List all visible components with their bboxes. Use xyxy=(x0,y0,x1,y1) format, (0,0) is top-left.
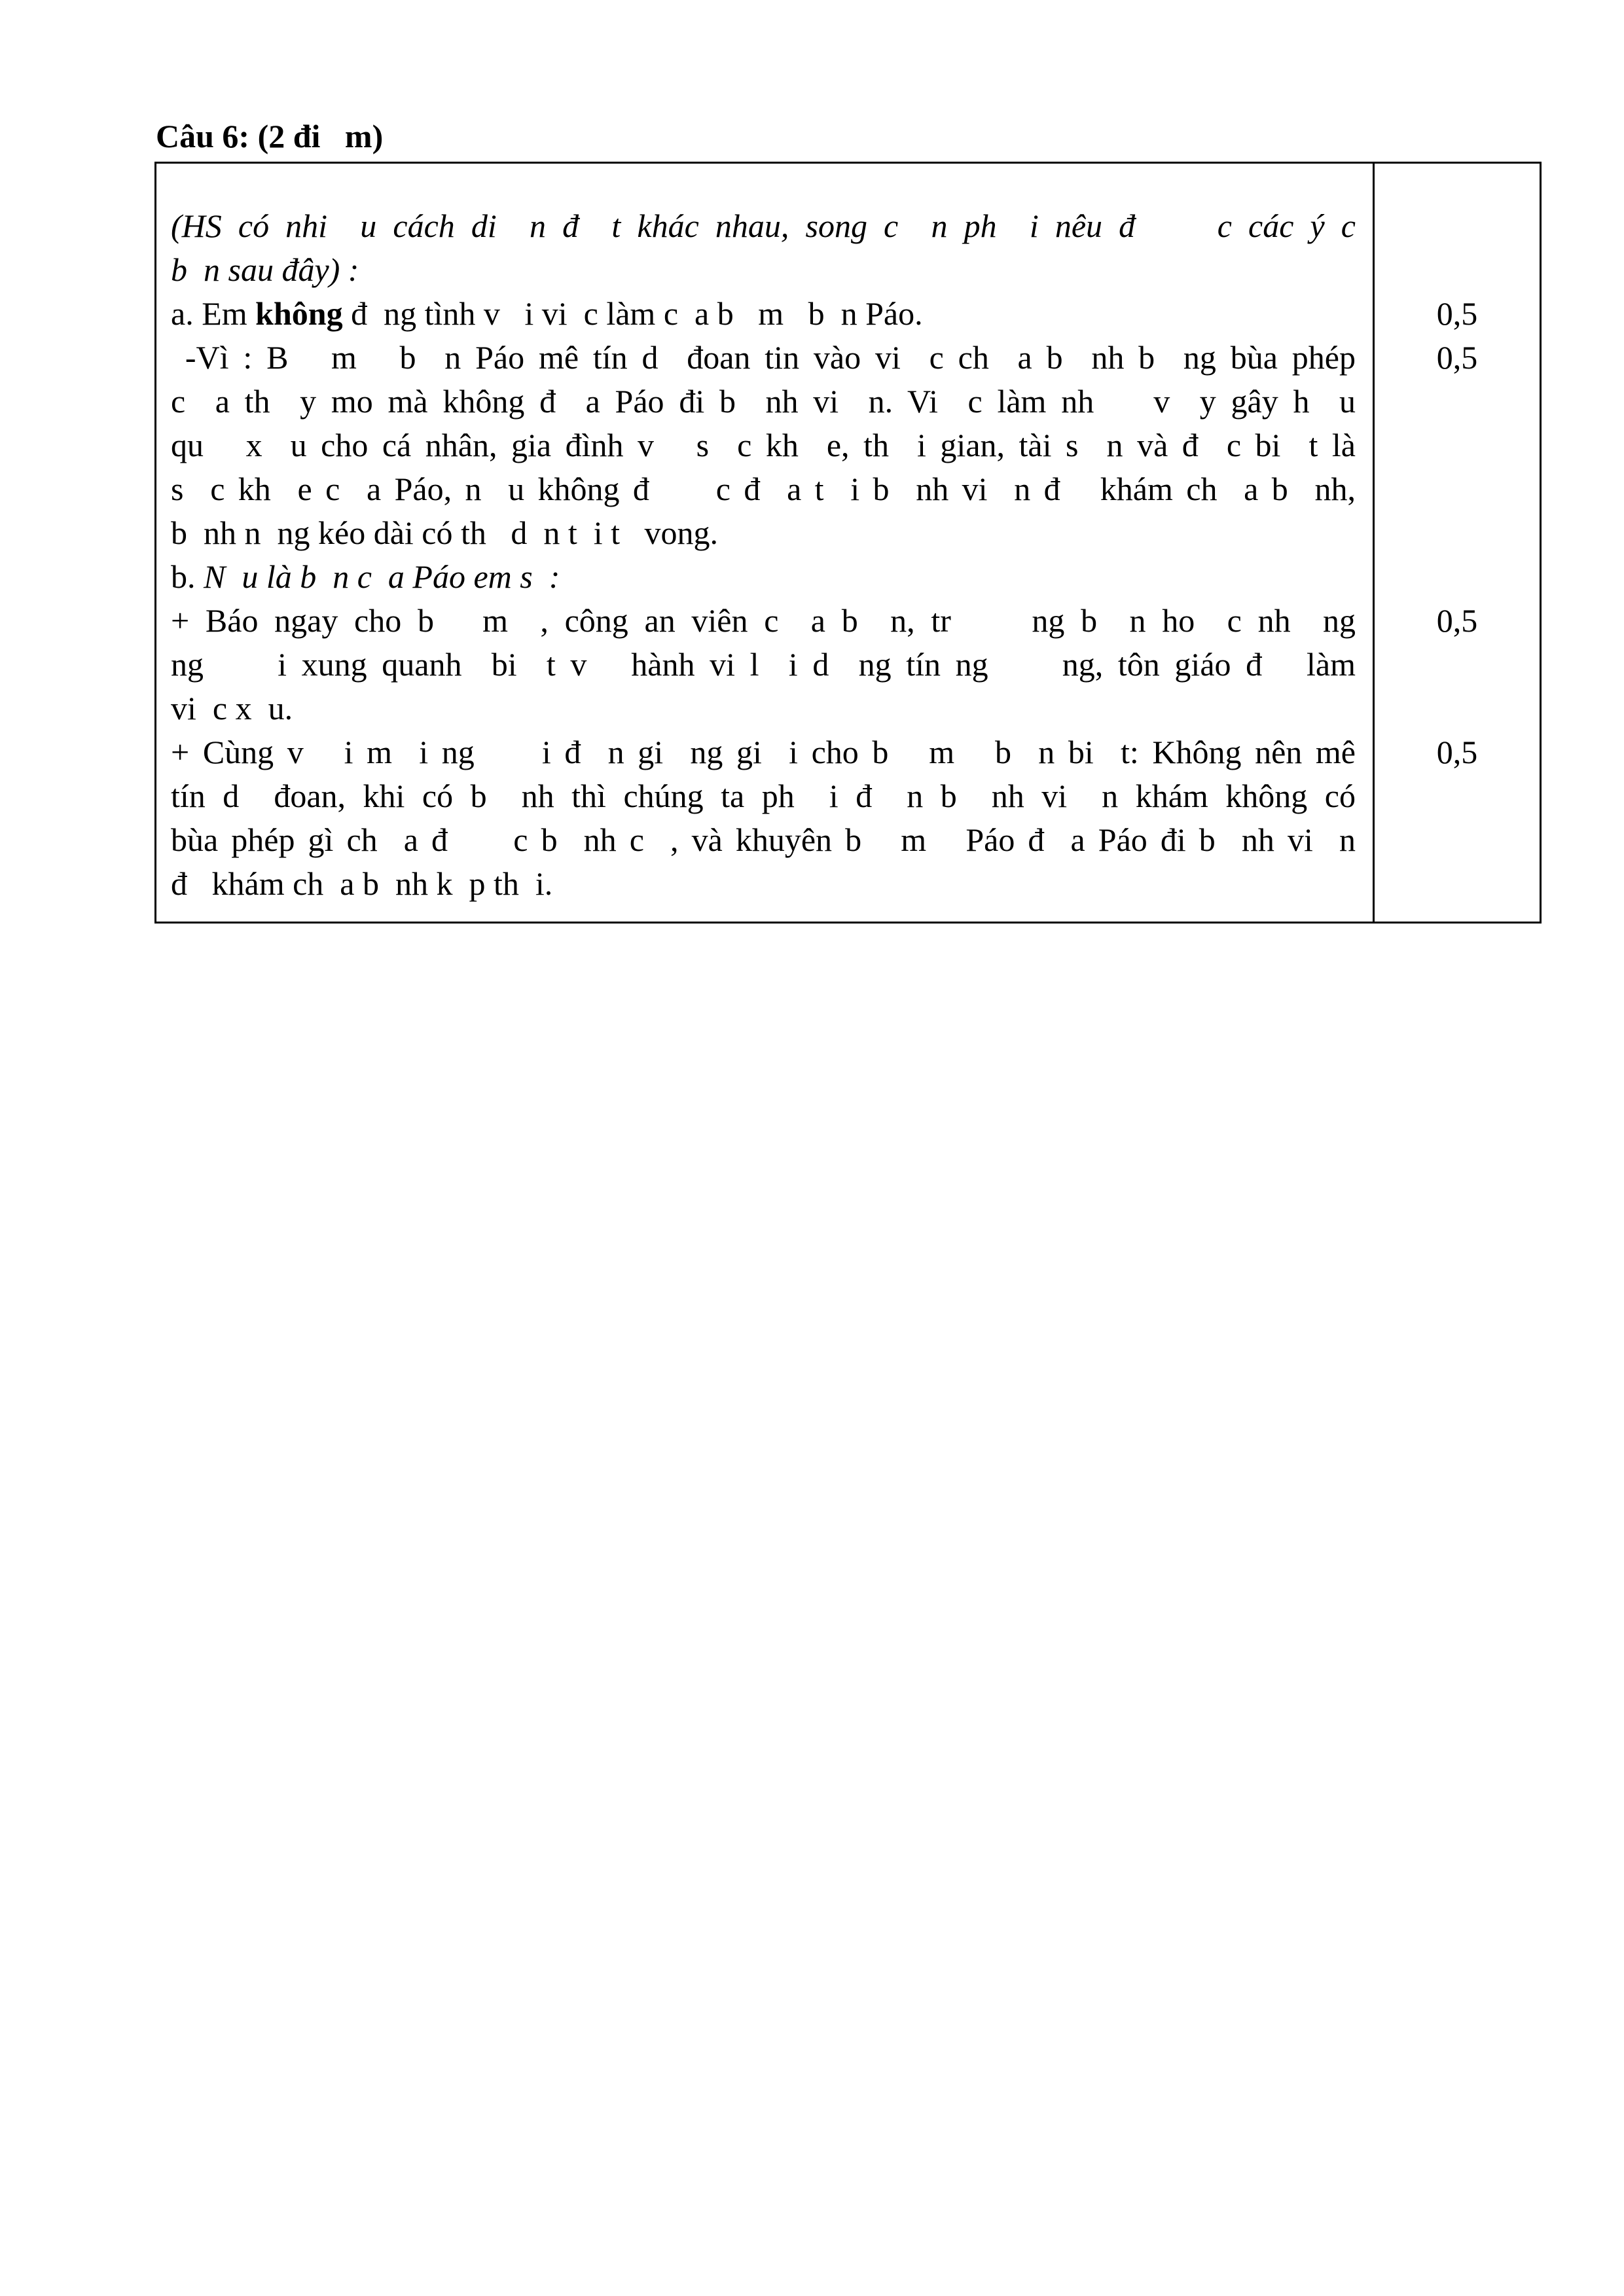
reason-line: c a th y mo mà không đ a Páo đi b nh vi n. Vi c làm nh v y gây h u xyxy=(171,383,1356,420)
score-spacer xyxy=(1375,423,1540,467)
part-b-item2-line: bùa phép gì ch a đ c b nh c , và khuyên b m Páo đ a Páo đi b nh vi n xyxy=(171,821,1356,858)
reason-line: qu x u cho cá nhân, gia đình v s c kh e, th i gian, tài s n và đ c bi t là xyxy=(171,427,1356,463)
score-spacer xyxy=(1375,687,1540,730)
reason-line: s c kh e c a Páo, n u không đ c đ a t i b nh vi n đ khám ch a b nh, xyxy=(171,471,1356,507)
score-part-a: 0,5 xyxy=(1436,295,1478,332)
part-b-item2-line: + Cùng v i m i ng i đ n gi ng gi i cho b m b n bi t: Không nên mê xyxy=(171,734,1356,770)
part-b-item2-line: tín d đoan, khi có b nh thì chúng ta ph i đ n b nh vi n khám không có xyxy=(171,778,1356,814)
reason-line: -Vì : B m b n Páo mê tín d đoan tin vào vi c ch a b nh b ng bùa phép xyxy=(171,339,1356,376)
question-heading: Câu 6: (2 đi m) xyxy=(156,118,384,154)
part-b-item2-line: đ khám ch a b nh k p th i. xyxy=(171,865,553,902)
score-spacer xyxy=(1375,555,1540,599)
reason-line: b nh n ng kéo dài có th d n t i t vong. xyxy=(171,514,719,551)
answer-row xyxy=(156,163,1541,923)
intro-line: (HS có nhi u cách di n đ t khác nhau, song c n ph i nêu đ c các ý c xyxy=(171,207,1356,244)
score-spacer xyxy=(1375,643,1540,687)
score-spacer xyxy=(1375,467,1540,511)
score-item2: 0,5 xyxy=(1436,734,1478,770)
part-b-item1-line: vi c x u. xyxy=(171,690,293,726)
score-spacer xyxy=(1375,380,1540,423)
part-a-suffix: đ ng tình v i vi c làm c a b m b n Páo. xyxy=(342,295,923,332)
part-b-italic-text: N u là b n c a Páo em s : xyxy=(204,558,560,595)
score-spacer xyxy=(1375,248,1540,292)
part-b-prefix: b. xyxy=(171,558,204,595)
part-a-bold-word: không xyxy=(255,295,343,332)
part-b-item1-line: ng i xung quanh bi t v hành vi l i d ng tín ng ng, tôn giáo đ làm xyxy=(171,646,1356,683)
score-reason: 0,5 xyxy=(1436,339,1478,376)
answer-content-cell xyxy=(156,163,1374,923)
part-b-item1-line: + Báo ngay cho b m , công an viên c a b n, tr ng b n ho c nh ng xyxy=(171,602,1356,639)
score-spacer xyxy=(1375,511,1540,555)
score-spacer xyxy=(1375,204,1540,248)
part-a-prefix: a. Em xyxy=(171,295,256,332)
intro-line: b n sau đây) : xyxy=(171,251,359,288)
answer-table xyxy=(154,162,1542,924)
score-item1: 0,5 xyxy=(1436,602,1478,639)
part-a-line xyxy=(171,292,1356,336)
part-b-line xyxy=(171,555,1356,599)
score-cell xyxy=(1374,163,1541,923)
